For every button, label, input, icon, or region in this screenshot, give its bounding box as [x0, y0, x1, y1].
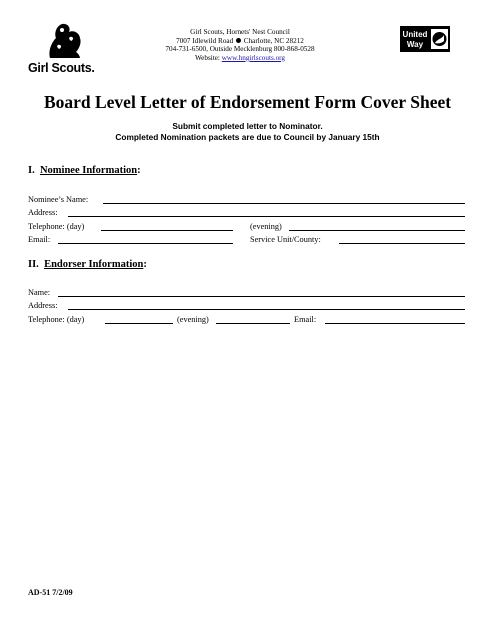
website-link[interactable]: www.hngirlscouts.org — [221, 53, 286, 62]
nominee-tel-day-label: Telephone: (day) — [28, 222, 85, 231]
nominee-name-label: Nominee’s Name: — [28, 195, 89, 204]
endorser-name-label: Name: — [28, 288, 51, 297]
endorser-name-field[interactable] — [58, 296, 465, 297]
nominee-name-field[interactable] — [103, 203, 465, 204]
trefoil-profiles-icon — [46, 20, 86, 60]
endorser-email-field[interactable] — [325, 323, 465, 324]
council-header — [120, 28, 360, 62]
nominee-service-unit-label: Service Unit/County: — [250, 235, 321, 244]
council-website: Website: www.hngirlscouts.org — [194, 53, 286, 62]
endorser-address-label: Address: — [28, 301, 58, 310]
united-way-logo — [400, 26, 450, 57]
council-address: 7007 Idlewild Road Charlotte, NC 28212 — [176, 36, 304, 45]
united-way-line1: United — [402, 30, 428, 39]
endorser-section-heading: II. Endorser Information: — [28, 259, 147, 270]
girl-scouts-wordmark: Girl Scouts. — [28, 61, 95, 75]
nominee-email-label: Email: — [28, 235, 51, 244]
form-title: Board Level Letter of Endorsement Form Cover Sheet — [43, 92, 452, 112]
endorser-tel-evening-label: (evening) — [177, 315, 209, 324]
nominee-tel-day-field[interactable] — [101, 230, 233, 231]
endorser-tel-day-field[interactable] — [105, 323, 173, 324]
endorser-address-field[interactable] — [68, 309, 465, 310]
nominee-email-field[interactable] — [58, 243, 233, 244]
girl-scouts-logo — [28, 20, 123, 80]
bullet-icon — [236, 38, 241, 43]
council-name: Girl Scouts, Hornets' Nest Council — [190, 28, 290, 36]
endorser-tel-day-label: Telephone: (day) — [28, 315, 85, 324]
form-code: AD-51 7/2/09 — [28, 588, 73, 597]
nominee-address-label: Address: — [28, 208, 58, 217]
united-way-line2: Way — [406, 40, 424, 49]
endorser-email-label: Email: — [294, 315, 317, 324]
endorser-tel-evening-field[interactable] — [216, 323, 290, 324]
subtitle-submit: Submit completed letter to Nominator. — [172, 121, 323, 131]
council-phone: 704-731-6500, Outside Mecklenburg 800-868-0528 — [165, 45, 315, 54]
subtitle-due-date: Completed Nomination packets are due to Council by January 15th — [115, 132, 380, 142]
nominee-tel-evening-label: (evening) — [250, 222, 282, 231]
nominee-address-field[interactable] — [68, 216, 465, 217]
nominee-section-heading: I. Nominee Information: — [28, 165, 141, 176]
nominee-tel-evening-field[interactable] — [289, 230, 465, 231]
nominee-service-unit-field[interactable] — [339, 243, 465, 244]
